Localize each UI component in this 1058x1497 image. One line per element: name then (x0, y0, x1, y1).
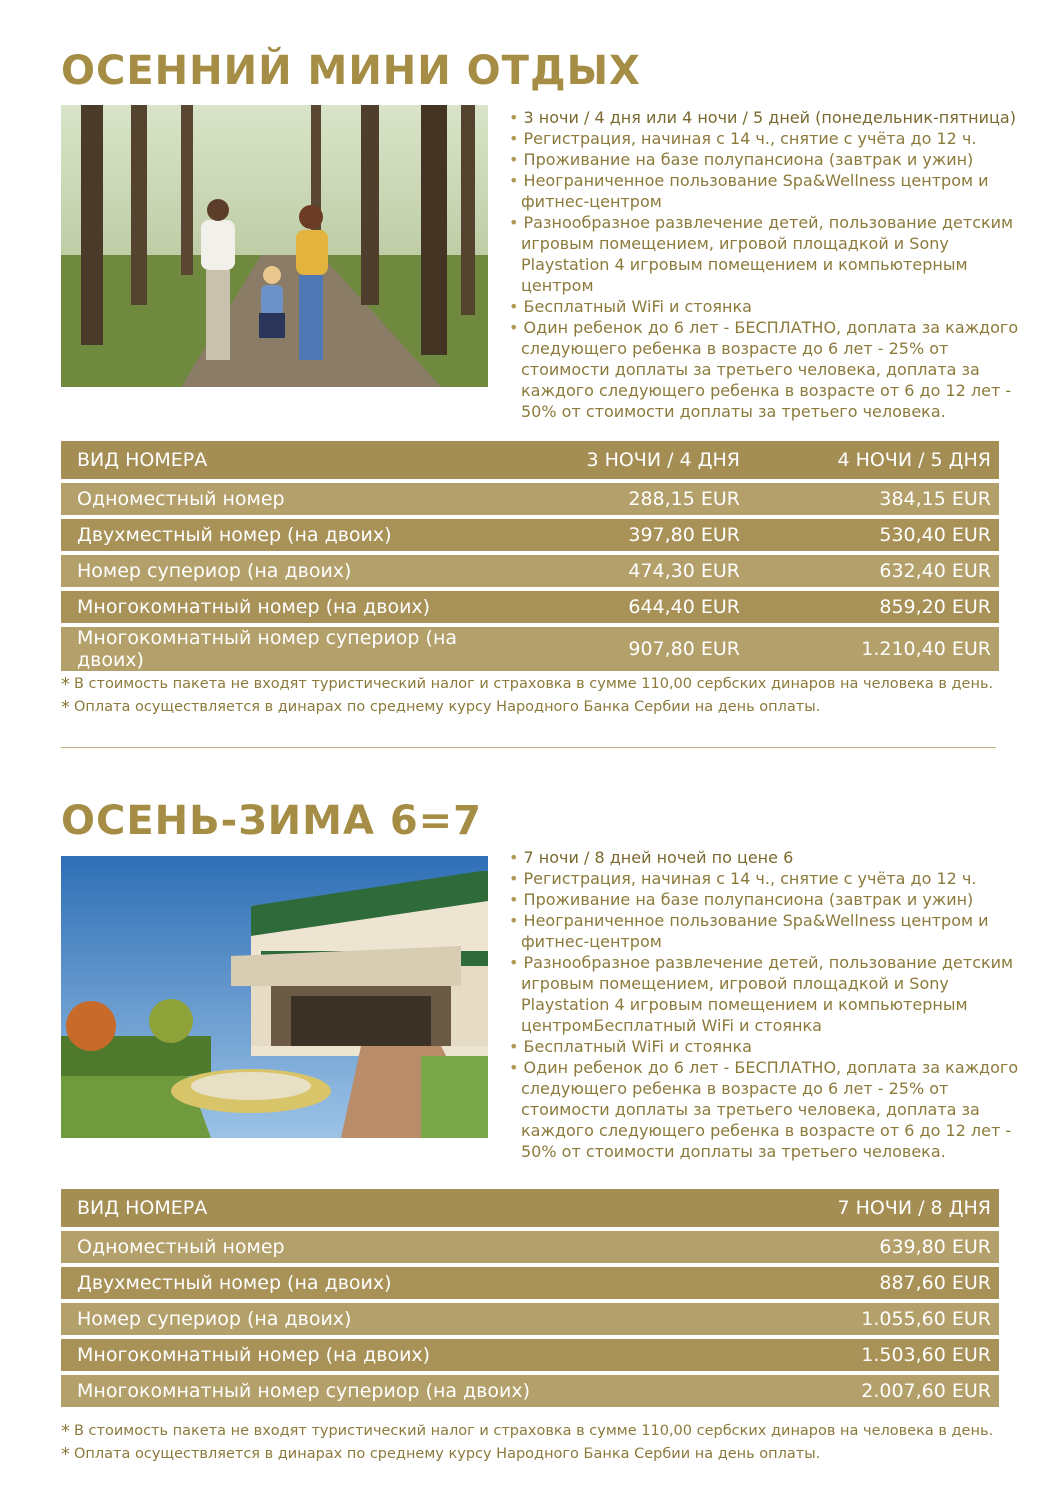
footnote (61, 696, 999, 719)
table-row (61, 555, 999, 587)
price-cell: 1.503,60 EUR (753, 1339, 999, 1371)
room-name: Номер супериор (на двоих) (61, 1303, 753, 1335)
price-cell: 632,40 EUR (748, 555, 999, 587)
table-row (61, 1339, 999, 1371)
footnote (61, 673, 999, 696)
price-cell: 288,15 EUR (525, 483, 748, 515)
asterisk: * (61, 1421, 70, 1442)
column-header-7nights: 7 НОЧИ / 8 ДНЯ (753, 1189, 999, 1227)
feature-item: • Неограниченное пользование Spa&Wellness центром и фитнес-центром (509, 170, 1029, 212)
footnote-text: Оплата осуществляется в динарах по среднему курсу Народного Банка Сербии на день оплаты. (74, 699, 821, 715)
feature-item: • Разнообразное развлечение детей, пользование детским игровым помещением, игровой площадкой и Sony Playstation 4 игровым помещением и компьютерным центром (509, 212, 1029, 296)
room-name: Многокомнатный номер супериор (на двоих) (61, 627, 525, 671)
feature-item: • Регистрация, начиная с 14 ч., снятие с учёта до 12 ч. (509, 868, 1029, 889)
price-cell: 530,40 EUR (748, 519, 999, 551)
section-autumn-winter (61, 760, 1019, 1497)
room-name: Многокомнатный номер супериор (на двоих) (61, 1375, 753, 1407)
price-cell: 1.210,40 EUR (748, 627, 999, 671)
price-cell: 474,30 EUR (525, 555, 748, 587)
room-name: Двухместный номер (на двоих) (61, 1267, 753, 1299)
feature-item: • Один ребенок до 6 лет - БЕСПЛАТНО, доплата за каждого следующего ребенка в возрасте до 6 лет - 25% от стоимости доплаты за третьего человека, доплата за каждого следующего ребенка в возрасте от 6 до 12 лет - 50% от стоимости доплаты за третьего человека. (509, 317, 1029, 422)
feature-item: • Регистрация, начиная с 14 ч., снятие с учёта до 12 ч. (509, 128, 1029, 149)
room-name: Одноместный номер (61, 483, 525, 515)
price-table (61, 437, 999, 675)
price-cell: 639,80 EUR (753, 1231, 999, 1263)
features-list (509, 847, 1029, 1162)
section-title: ОСЕНЬ-ЗИМА 6=7 (61, 798, 483, 844)
feature-item: • Неограниченное пользование Spa&Wellness центром и фитнес-центром (509, 910, 1029, 952)
footnotes (61, 1420, 999, 1466)
footnote-text: В стоимость пакета не входят туристический налог и страховка в сумме 110,00 сербских динаров на человека в день. (74, 1423, 994, 1439)
column-header-3nights: 3 НОЧИ / 4 ДНЯ (525, 441, 748, 479)
price-cell: 384,15 EUR (748, 483, 999, 515)
footnote-text: Оплата осуществляется в динарах по среднему курсу Народного Банка Сербии на день оплаты. (74, 1446, 821, 1462)
room-name: Номер супериор (на двоих) (61, 555, 525, 587)
feature-item: • Бесплатный WiFi и стоянка (509, 1036, 1029, 1057)
room-name: Одноместный номер (61, 1231, 753, 1263)
price-cell: 2.007,60 EUR (753, 1375, 999, 1407)
price-cell: 397,80 EUR (525, 519, 748, 551)
column-header-room: ВИД НОМЕРА (61, 1189, 753, 1227)
price-table (61, 1185, 999, 1411)
price-cell: 887,60 EUR (753, 1267, 999, 1299)
table-row (61, 483, 999, 515)
section-divider (61, 747, 996, 748)
table-row (61, 1375, 999, 1407)
table-header-row (61, 1189, 999, 1227)
room-name: Двухместный номер (на двоих) (61, 519, 525, 551)
feature-item: • 3 ночи / 4 дня или 4 ночи / 5 дней (понедельник-пятница) (509, 107, 1029, 128)
table-row (61, 1231, 999, 1263)
footnote (61, 1420, 999, 1443)
table-row (61, 1267, 999, 1299)
feature-item: • Бесплатный WiFi и стоянка (509, 296, 1029, 317)
features-list (509, 107, 1029, 422)
asterisk: * (61, 674, 70, 695)
table-row (61, 1303, 999, 1335)
price-cell: 907,80 EUR (525, 627, 748, 671)
room-name: Многокомнатный номер (на двоих) (61, 591, 525, 623)
feature-item: • Разнообразное развлечение детей, пользование детским игровым помещением, игровой площадкой и Sony Playstation 4 игровым помещением и компьютерным центромБесплатный WiFi и стоянка (509, 952, 1029, 1036)
asterisk: * (61, 697, 70, 718)
price-cell: 859,20 EUR (748, 591, 999, 623)
section-autumn-mini (61, 0, 1019, 740)
table-header-row (61, 441, 999, 479)
table-row (61, 519, 999, 551)
price-cell: 644,40 EUR (525, 591, 748, 623)
footnote (61, 1443, 999, 1466)
hotel-building-photo (61, 856, 488, 1138)
price-cell: 1.055,60 EUR (753, 1303, 999, 1335)
footnote-text: В стоимость пакета не входят туристический налог и страховка в сумме 110,00 сербских динаров на человека в день. (74, 676, 994, 692)
table-row (61, 627, 999, 671)
feature-item: • Один ребенок до 6 лет - БЕСПЛАТНО, доплата за каждого следующего ребенка в возрасте до 6 лет - 25% от стоимости доплаты за третьего человека, доплата за каждого следующего ребенка в возрасте от 6 до 12 лет - 50% от стоимости доплаты за третьего человека. (509, 1057, 1029, 1162)
feature-item: • Проживание на базе полупансиона (завтрак и ужин) (509, 889, 1029, 910)
family-walk-photo (61, 105, 488, 387)
asterisk: * (61, 1444, 70, 1465)
feature-item: • 7 ночи / 8 дней ночей по цене 6 (509, 847, 1029, 868)
section-title: ОСЕННИЙ МИНИ ОТДЫХ (61, 48, 641, 94)
column-header-room: ВИД НОМЕРА (61, 441, 525, 479)
feature-item: • Проживание на базе полупансиона (завтрак и ужин) (509, 149, 1029, 170)
room-name: Многокомнатный номер (на двоих) (61, 1339, 753, 1371)
column-header-4nights: 4 НОЧИ / 5 ДНЯ (748, 441, 999, 479)
footnotes (61, 673, 999, 719)
table-row (61, 591, 999, 623)
